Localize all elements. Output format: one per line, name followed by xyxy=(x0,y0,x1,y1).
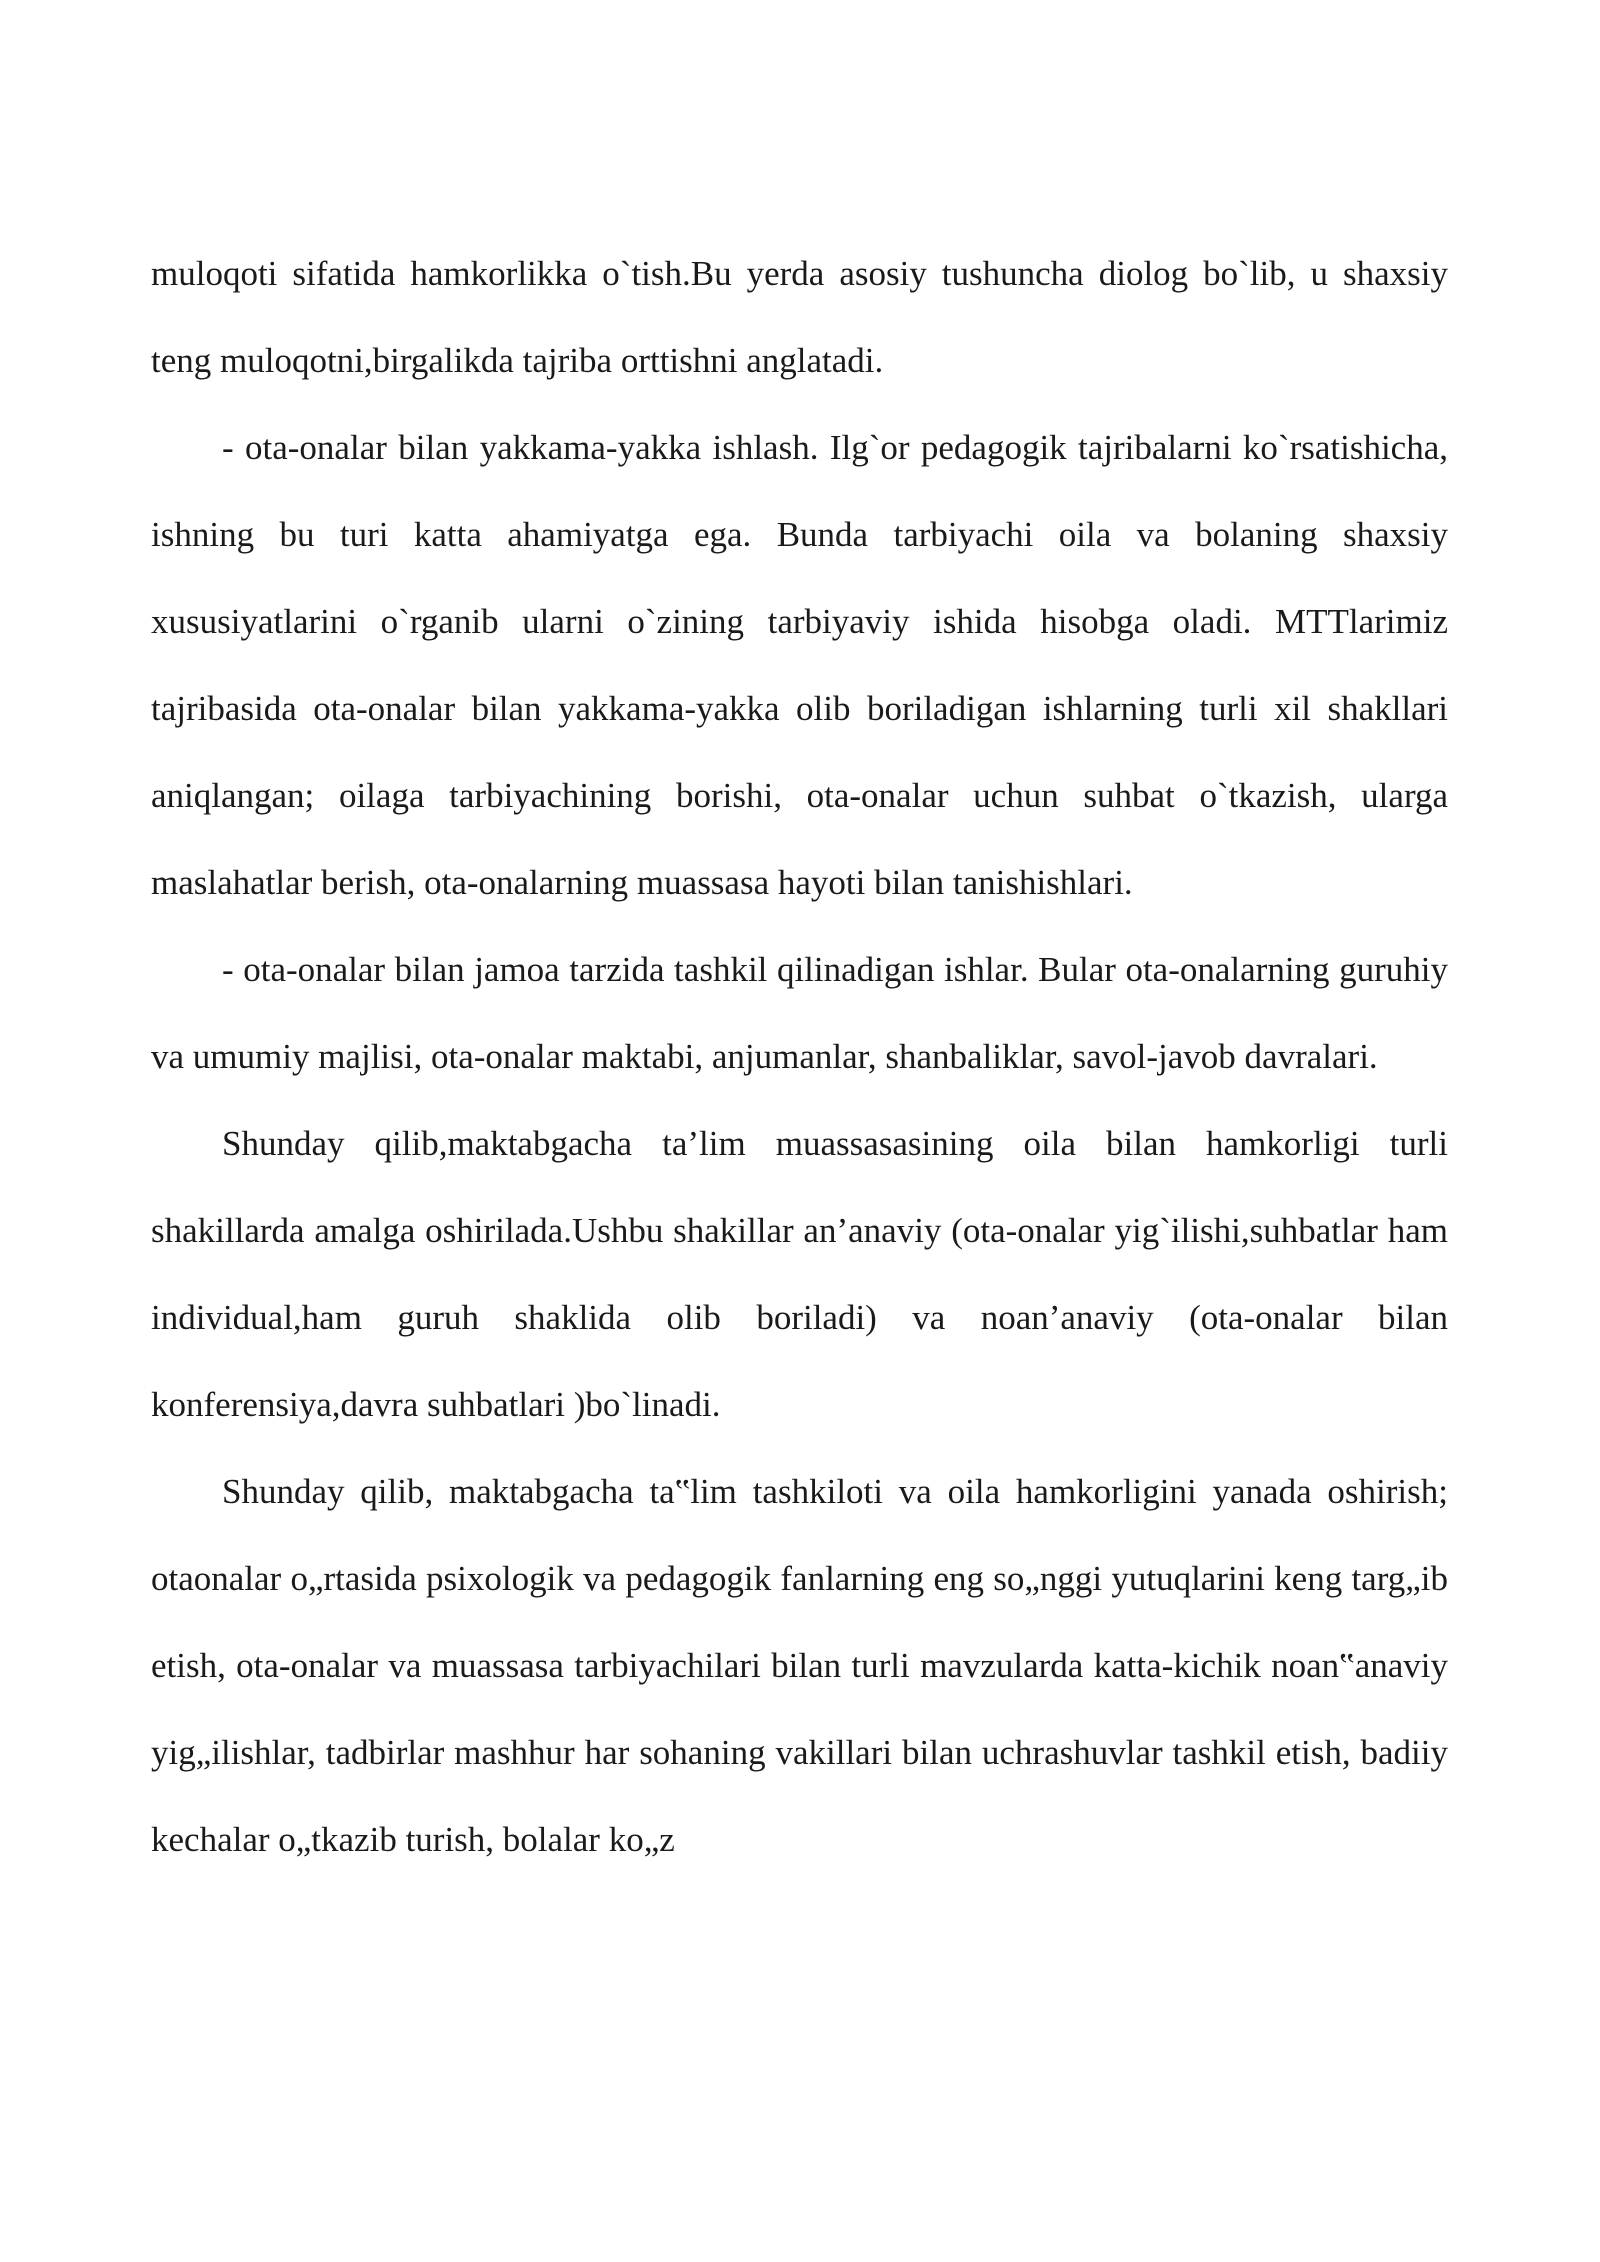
paragraph-2: - ota-onalar bilan yakkama-yakka ishlash. Ilg`or pedagogik tajribalarni ko`rsatishicha, ishning bu turi katta ahamiyatga ega. Bunda tarbiyachi oila va bolaning shaxsiy xususiyatlarini o`rganib ularni o`zining tarbiyaviy ishida hisobga oladi. MTTlarimiz tajribasida ota-onalar bilan yakkama-yakka olib boriladigan ishlarning turli xil shakllari aniqlangan; oilaga tarbiyachining borishi, ota-onalar uchun suhbat o`tkazish, ularga maslahatlar berish, ota-onalarning muassasa hayoti bilan tanishishlari. xyxy=(151,428,1448,902)
paragraph-1: muloqoti sifatida hamkorlikka o`tish.Bu yerda asosiy tushuncha diolog bo`lib, u shaxsiy teng muloqotni,birgalikda tajriba orttishni anglatadi. xyxy=(151,254,1448,380)
paragraph-4: Shunday qilib,maktabgacha ta’lim muassasasining oila bilan hamkorligi turli shakillarda amalga oshirilada.Ushbu shakillar an’anaviy (ota-onalar yig`ilishi,suhbatlar ham individual,ham guruh shaklida olib boriladi) va noan’anaviy (ota-onalar bilan konferensiya,davra suhbatlari )bo`linadi. xyxy=(151,1124,1448,1424)
document-page xyxy=(151,230,1448,1883)
paragraph-5: Shunday qilib, maktabgacha ta‟lim tashkiloti va oila hamkorligini yanada oshirish; otaonalar o„rtasida psixologik va pedagogik fanlarning eng so„nggi yutuqlarini keng targ„ib etish, ota-onalar va muassasa tarbiyachilari bilan turli mavzularda katta-kichik noan‟anaviy yig„ilishlar, tadbirlar mashhur har sohaning vakillari bilan uchrashuvlar tashkil etish, badiiy kechalar o„tkazib turish, bolalar ko„z xyxy=(151,1472,1448,1859)
paragraph-3: - ota-onalar bilan jamoa tarzida tashkil qilinadigan ishlar. Bular ota-onalarning guruhiy va umumiy majlisi, ota-onalar maktabi, anjumanlar, shanbaliklar, savol-javob davralari. xyxy=(151,950,1448,1076)
